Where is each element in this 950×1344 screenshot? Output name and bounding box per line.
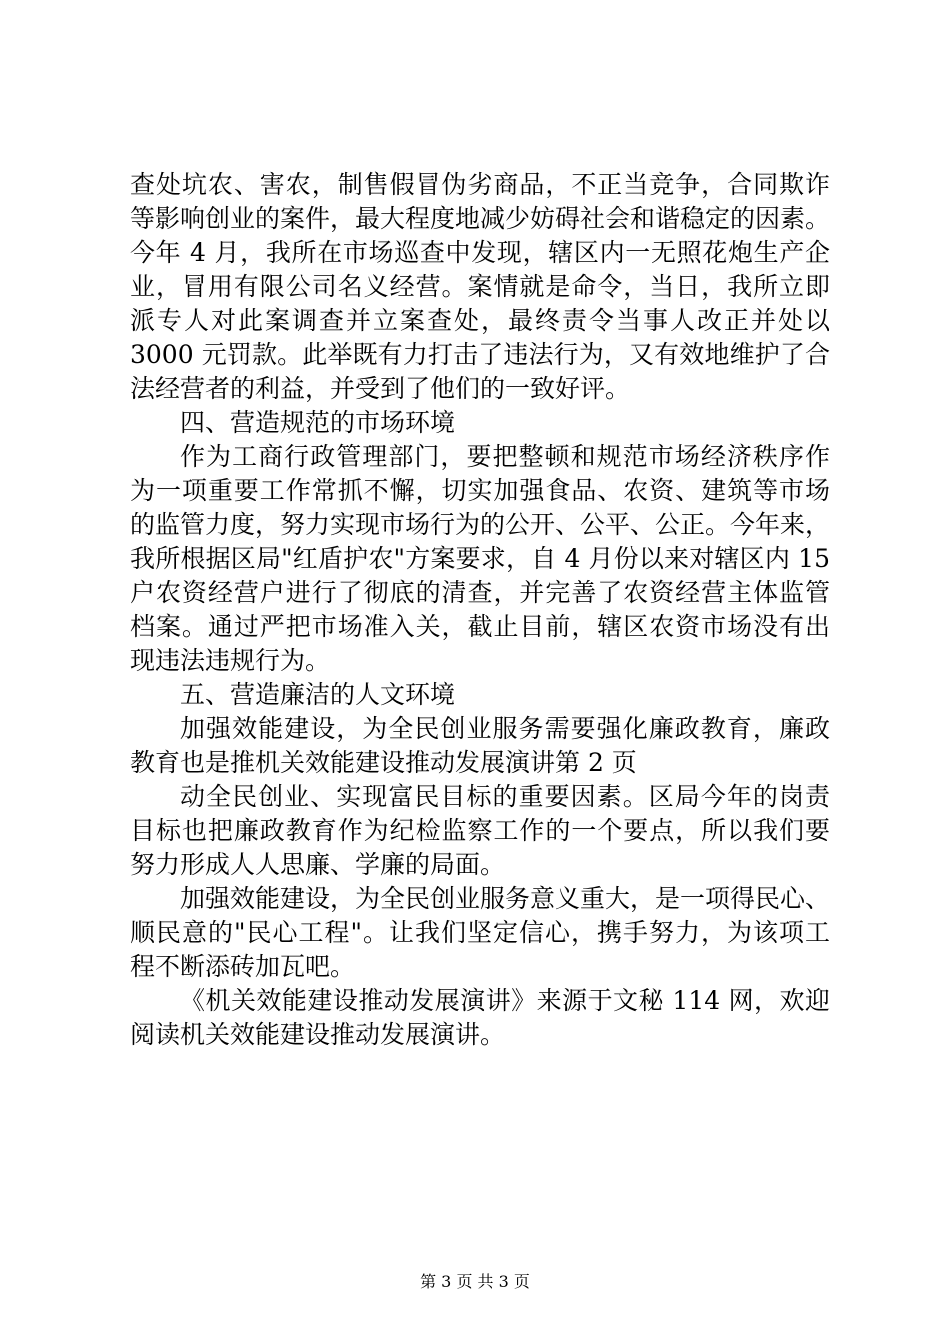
text-line: 动全民创业、实现富民目标的重要因素。区局今年的岗责 — [180, 782, 830, 811]
text-line: 教育也是推机关效能建设推动发展演讲第 2 页 — [130, 748, 637, 777]
text-line: 五、营造廉洁的人文环境 — [180, 680, 456, 709]
text-line: 档案。通过严把市场准入关，截止目前，辖区农资市场没有出 — [130, 612, 830, 641]
text-line: 派专人对此案调查并立案查处，最终责令当事人改正并处以 — [130, 306, 830, 335]
text-line: 加强效能建设，为全民创业服务需要强化廉政教育，廉政 — [180, 714, 830, 743]
text-line: 现违法违规行为。 — [130, 646, 331, 675]
text-line: 加强效能建设，为全民创业服务意义重大，是一项得民心、 — [180, 884, 831, 913]
text-line: 目标也把廉政教育作为纪检监察工作的一个要点，所以我们要 — [130, 816, 830, 845]
text-line: 法经营者的利益，并受到了他们的一致好评。 — [130, 374, 631, 403]
text-line: 四、营造规范的市场环境 — [180, 408, 456, 437]
text-line: 户农资经营户进行了彻底的清查，并完善了农资经营主体监管 — [130, 578, 830, 607]
text-line: 顺民意的"民心工程"。让我们坚定信心，携手努力，为该项工 — [130, 918, 830, 947]
text-line: 程不断添砖加瓦吧。 — [130, 952, 356, 981]
page-footer: 第 3 页 共 3 页 — [420, 1272, 530, 1291]
text-line: 等影响创业的案件，最大程度地减少妨碍社会和谐稳定的因素。 — [130, 204, 831, 233]
text-line: 阅读机关效能建设推动发展演讲。 — [130, 1020, 506, 1049]
text-line: 努力形成人人思廉、学廉的局面。 — [130, 850, 506, 879]
text-line: 我所根据区局"红盾护农"方案要求，自 4 月份以来对辖区内 15 — [130, 544, 830, 573]
text-line: 《机关效能建设推动发展演讲》来源于文秘 114 网，欢迎 — [180, 986, 830, 1015]
text-line: 查处坑农、害农，制售假冒伪劣商品，不正当竞争，合同欺诈 — [130, 170, 830, 199]
text-line: 3000 元罚款。此举既有力打击了违法行为，又有效地维护了合 — [130, 340, 830, 369]
text-line: 今年 4 月，我所在市场巡查中发现，辖区内一无照花炮生产企 — [130, 238, 830, 267]
text-line: 为一项重要工作常抓不懈，切实加强食品、农资、建筑等市场 — [130, 476, 830, 505]
text-line: 业，冒用有限公司名义经营。案情就是命令，当日，我所立即 — [130, 272, 830, 301]
text-line: 的监管力度，努力实现市场行为的公开、公平、公正。今年来， — [130, 510, 831, 539]
text-line: 作为工商行政管理部门，要把整顿和规范市场经济秩序作 — [180, 442, 830, 471]
document-body — [130, 168, 830, 1052]
